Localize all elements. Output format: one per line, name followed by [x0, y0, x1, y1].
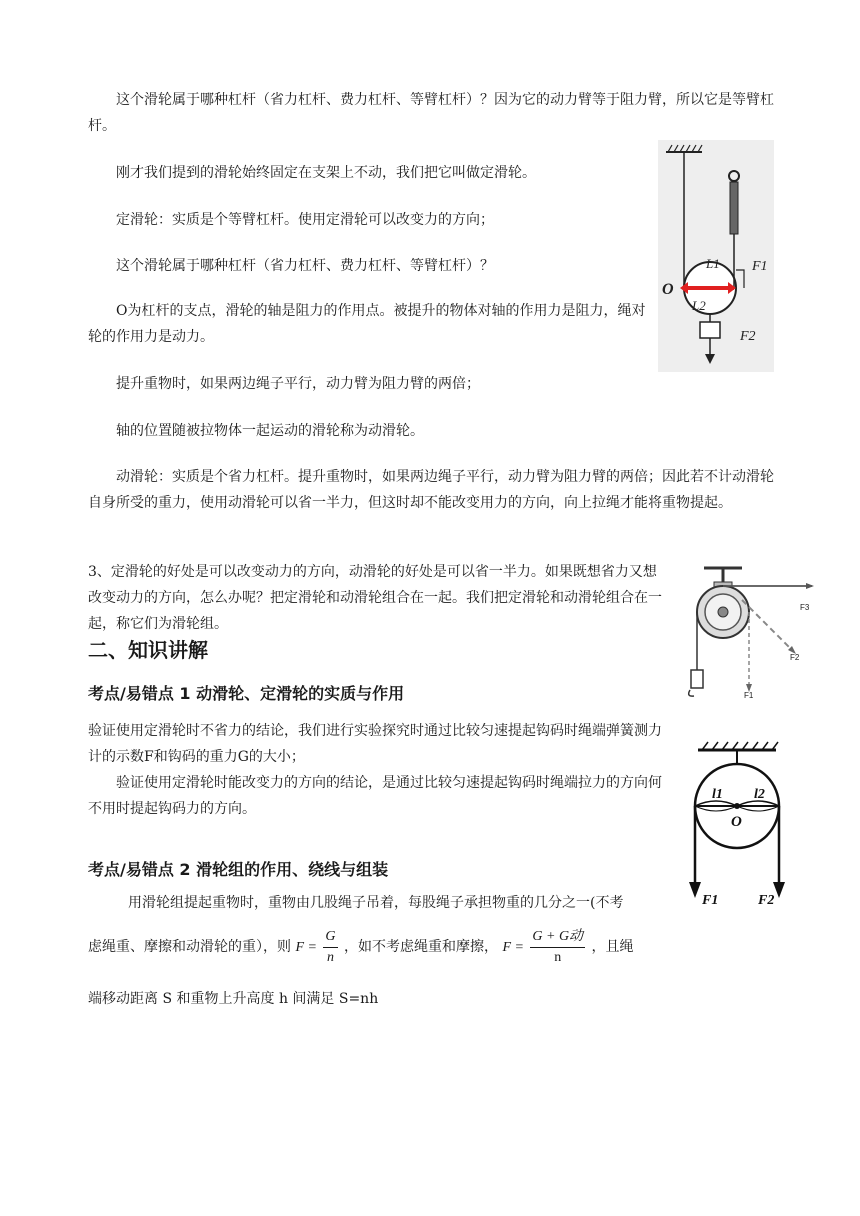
fig3-o-label: O: [731, 814, 742, 830]
fig1-f2-label: F2: [740, 329, 756, 344]
keypoint-1-paragraph-1: 验证使用定滑轮时不省力的结论，我们进行实验探究时通过比较匀速提起钩码时绳端弹簧测力计的示数F和钩码的重力G的大小；: [88, 723, 662, 765]
formula-2-denominator: n: [554, 949, 562, 965]
formula-1-numerator: G: [323, 927, 337, 948]
fig1-l1-label: L1: [706, 256, 720, 271]
section-title: 二、知识讲解: [88, 638, 208, 662]
paragraph-5: O为杠杆的支点，滑轮的轴是阻力的作用点。被提升的物体对轴的作用力是阻力，绳对轮的作用力是动力。: [88, 303, 646, 345]
fig3-l2-label: l2: [754, 787, 765, 802]
line-2-text-a: 虑绳重、摩擦和动滑轮的重），则: [88, 939, 291, 955]
fig2-f1-label: F1: [744, 691, 754, 700]
formula-2-lhs: F =: [502, 940, 524, 955]
fig1-o-label: O: [662, 281, 674, 298]
fig3-f1-label: F1: [702, 893, 719, 908]
paragraph-1: 这个滑轮属于哪种杠杆（省力杠杆、费力杠杆、等臂杠杆）？因为它的动力臂等于阻力臂，所以它是等臂杠杆。: [88, 92, 774, 134]
paragraph-2: 刚才我们提到的滑轮始终固定在支架上不动，我们把它叫做定滑轮。: [116, 165, 536, 181]
paragraph-4: 这个滑轮属于哪种杠杆（省力杠杆、费力杠杆、等臂杠杆）？: [116, 258, 494, 274]
keypoint-1-title: 考点/易错点 1 动滑轮、定滑轮的实质与作用: [88, 684, 405, 703]
keypoint-2-title: 考点/易错点 2 滑轮组的作用、绕线与组装: [88, 860, 389, 879]
keypoint-2-line-1: 用滑轮组提起重物时，重物由几股绳子吊着，每股绳子承担物重的几分之一(不考: [128, 895, 624, 911]
keypoint-2-line-3: 端移动距离 S 和重物上升高度 h 间满足 S=nh: [88, 991, 379, 1007]
fixed-pulley-directions-figure: [676, 560, 816, 700]
formula-1-denominator: n: [326, 949, 334, 965]
formula-2-numerator: G + G动: [530, 927, 585, 948]
keypoint-2-line-2: [88, 924, 688, 971]
line-2-text-b: ，如不考虑绳重和摩擦，: [343, 939, 498, 955]
fig1-f1-label: F1: [752, 259, 768, 274]
line-2-text-c: ，且绳: [591, 939, 634, 955]
fig1-l2-label: L2: [692, 298, 706, 313]
fixed-pulley-lever-figure: [658, 140, 774, 372]
pulley-lever-arms-figure: [682, 738, 792, 910]
paragraph-6: 提升重物时，如果两边绳子平行，动力臂为阻力臂的两倍；: [116, 376, 480, 392]
fig2-f3-label: F3: [800, 603, 810, 612]
formula-1-fraction: [323, 927, 337, 968]
paragraph-3: 定滑轮：实质是个等臂杠杆。使用定滑轮可以改变力的方向；: [116, 212, 494, 228]
fig2-f2-label: F2: [790, 653, 800, 662]
fig3-l1-label: l1: [712, 787, 723, 802]
formula-1-lhs: F =: [295, 940, 317, 955]
formula-2-fraction: [530, 927, 585, 968]
paragraph-9: 3、定滑轮的好处是可以改变动力的方向，动滑轮的好处是可以省一半力。如果既想省力又想改变动力的方向，怎么办呢？把定滑轮和动滑轮组合在一起。我们把定滑轮和动滑轮组合在一起，称它们为滑轮组。: [88, 564, 662, 632]
fig3-f2-label: F2: [758, 893, 775, 908]
paragraph-8: 动滑轮：实质是个省力杠杆。提升重物时，如果两边绳子平行，动力臂为阻力臂的两倍；因此若不计动滑轮自身所受的重力，使用动滑轮可以省一半力，但这时却不能改变用力的方向，向上拉绳才能将重物提起。: [88, 469, 774, 511]
keypoint-1-paragraph-2: 验证使用定滑轮时能改变力的方向的结论，是通过比较匀速提起钩码时绳端拉力的方向何不用时提起钩码力的方向。: [88, 775, 662, 817]
paragraph-7: 轴的位置随被拉物体一起运动的滑轮称为动滑轮。: [116, 423, 424, 439]
